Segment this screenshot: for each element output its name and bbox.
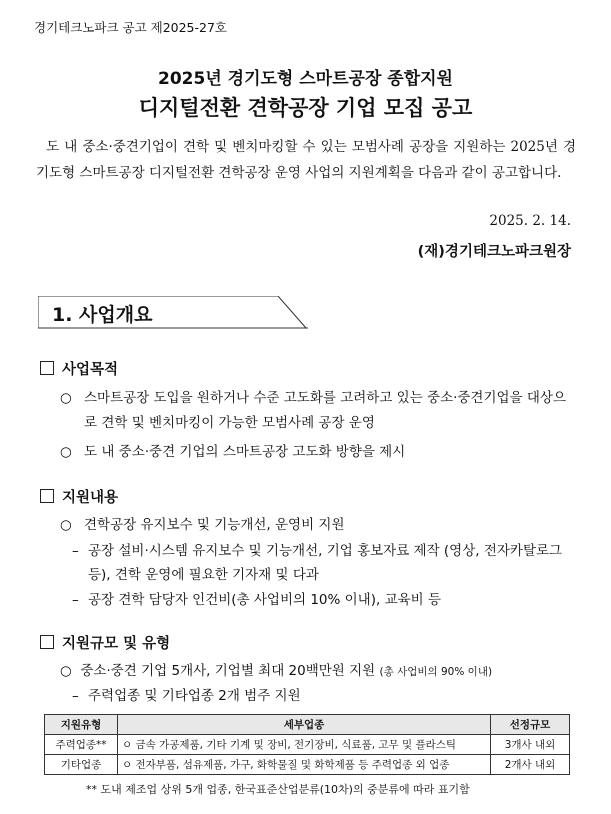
checkbox-square-icon bbox=[40, 361, 54, 375]
notice-number: 경기테크노파크 공고 제2025-27호 bbox=[34, 20, 228, 35]
checkbox-square-icon bbox=[40, 635, 54, 649]
circle-bullet-icon: ○ bbox=[60, 517, 72, 533]
issuer: (재)경기테크노파크원장 bbox=[417, 244, 571, 260]
support-dash-1 bbox=[72, 539, 577, 587]
dash-bullet: – bbox=[72, 592, 79, 608]
intro-paragraph bbox=[36, 134, 576, 186]
dash-bullet: – bbox=[72, 688, 79, 704]
purpose-heading-text: 사업목적 bbox=[62, 362, 119, 378]
table-cell: 기타업종 bbox=[45, 755, 118, 775]
title-line-2: 디지털전환 견학공장 기업 모집 공고 bbox=[138, 96, 473, 120]
purpose-item-2 bbox=[60, 440, 575, 465]
scale-item-note: (총 사업비의 90% 이내) bbox=[379, 666, 493, 678]
table-header-row bbox=[45, 715, 570, 735]
checkbox-square-icon bbox=[40, 489, 54, 503]
support-dash-2-text: 공장 견학 담당자 인건비(총 사업비의 10% 이내), 교육비 등 bbox=[88, 592, 442, 608]
support-dash-1-text: 공장 설비·시스템 유지보수 및 기능개선, 기업 홍보자료 제작 (영상, 전자카탈로그 등), 견학 운영에 필요한 기자재 및 다과 bbox=[88, 543, 563, 583]
intro-text: 도 내 중소·중견기업이 견학 및 벤치마킹할 수 있는 모범사례 공장을 지원하는 2025년 경기도형 스마트공장 디지털전환 견학공장 운영 사업의 지원계획을 다음과 같이 공고합니다. bbox=[36, 139, 576, 181]
purpose-item-1 bbox=[60, 386, 575, 436]
support-heading bbox=[40, 486, 118, 507]
support-dash-2 bbox=[72, 588, 577, 612]
notice-date: 2025. 2. 14. bbox=[489, 213, 571, 229]
purpose-item-2-text: 도 내 중소·중견 기업의 스마트공장 고도화 방향을 제시 bbox=[84, 444, 406, 460]
scale-dash-text: 주력업종 및 기타업종 2개 범주 지원 bbox=[88, 688, 301, 704]
support-heading-text: 지원내용 bbox=[62, 490, 119, 506]
circle-bullet-icon: ○ bbox=[60, 444, 72, 460]
table-cell: 2개사 내외 bbox=[491, 755, 570, 775]
table-header-cell: 지원유형 bbox=[45, 715, 118, 735]
table-header-cell: 선정규모 bbox=[491, 715, 570, 735]
purpose-heading bbox=[40, 358, 118, 379]
support-type-table bbox=[44, 714, 570, 775]
scale-dash bbox=[72, 684, 577, 708]
section-1-header bbox=[38, 296, 308, 330]
table-cell: ㅇ 금속 가공제품, 기타 기계 및 장비, 전기장비, 식료품, 고무 및 플라스틱 bbox=[118, 735, 491, 755]
table-cell: ㅇ 전자부품, 섬유제품, 가구, 화학물질 및 화학제품 등 주력업종 외 업종 bbox=[118, 755, 491, 775]
support-item bbox=[60, 513, 575, 538]
purpose-item-1-text: 스마트공장 도입을 원하거나 수준 고도화를 고려하고 있는 중소·중견기업을 대상으로 견학 및 벤치마킹이 가능한 모범사례 공장 운영 bbox=[84, 390, 567, 431]
circle-bullet-icon: ○ bbox=[60, 390, 72, 406]
table-row bbox=[45, 755, 570, 775]
scale-item-text: 중소·중견 기업 5개사, 기업별 최대 20백만원 지원 bbox=[80, 663, 376, 679]
circle-bullet-icon: ○ bbox=[60, 663, 72, 679]
table-header-cell: 세부업종 bbox=[118, 715, 491, 735]
section-1-title: 1. 사업개요 bbox=[52, 304, 153, 326]
table-row bbox=[45, 735, 570, 755]
scale-heading bbox=[40, 632, 170, 653]
scale-item bbox=[60, 659, 580, 685]
scale-heading-text: 지원규모 및 유형 bbox=[62, 636, 171, 652]
table-cell: 3개사 내외 bbox=[491, 735, 570, 755]
dash-bullet: – bbox=[72, 543, 79, 559]
support-item-text: 견학공장 유지보수 및 기능개선, 운영비 지원 bbox=[84, 517, 345, 533]
title-line-1: 2025년 경기도형 스마트공장 종합지원 bbox=[158, 69, 453, 89]
table-cell: 주력업종** bbox=[45, 735, 118, 755]
footnote: ** 도내 제조업 상위 5개 업종, 한국표준산업분류(10차)의 중분류에 따라 표기함 bbox=[86, 783, 470, 796]
